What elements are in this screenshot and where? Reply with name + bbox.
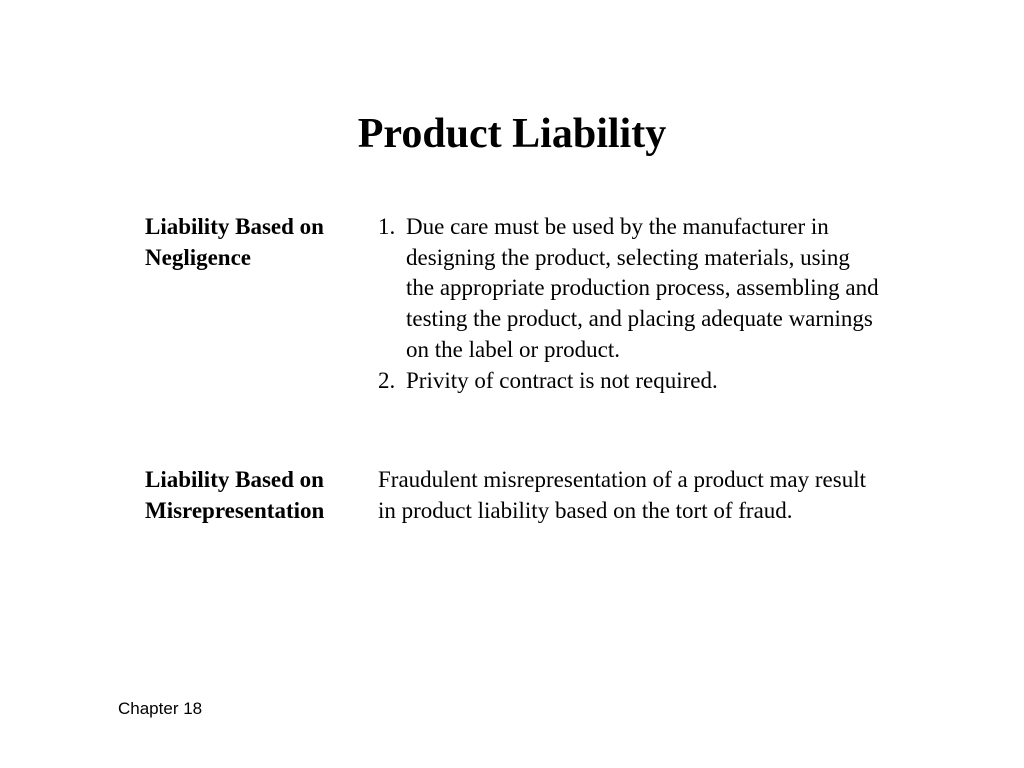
chapter-footer: Chapter 18 [118, 699, 203, 718]
slide-title: Product Liability [357, 111, 667, 157]
negligence-label-line-2: Negligence [145, 244, 252, 270]
misrepresentation-label-line-1: Liability Based on [145, 467, 324, 492]
list-item [378, 212, 883, 366]
negligence-content [378, 212, 883, 396]
misrepresentation-content: Fraudulent misrepresentation of a product may result in product liability based on the tort of fraud. [378, 467, 866, 523]
misrepresentation-label [145, 465, 370, 526]
list-item-number: 1. [378, 214, 396, 239]
list-item-number: 2. [378, 367, 396, 393]
negligence-label [145, 212, 370, 273]
list-item-text: Due care must be used by the manufacturer in designing the product, selecting materials, using the appropriate production process, assembling and testing the product, and placing adequate warnings on the label or product. [406, 214, 879, 362]
misrepresentation-label-line-2: Misrepresentation [145, 497, 325, 523]
list-item [378, 366, 883, 397]
list-item-text: Privity of contract is not required. [406, 367, 718, 393]
negligence-label-line-1: Liability Based on [145, 214, 324, 239]
